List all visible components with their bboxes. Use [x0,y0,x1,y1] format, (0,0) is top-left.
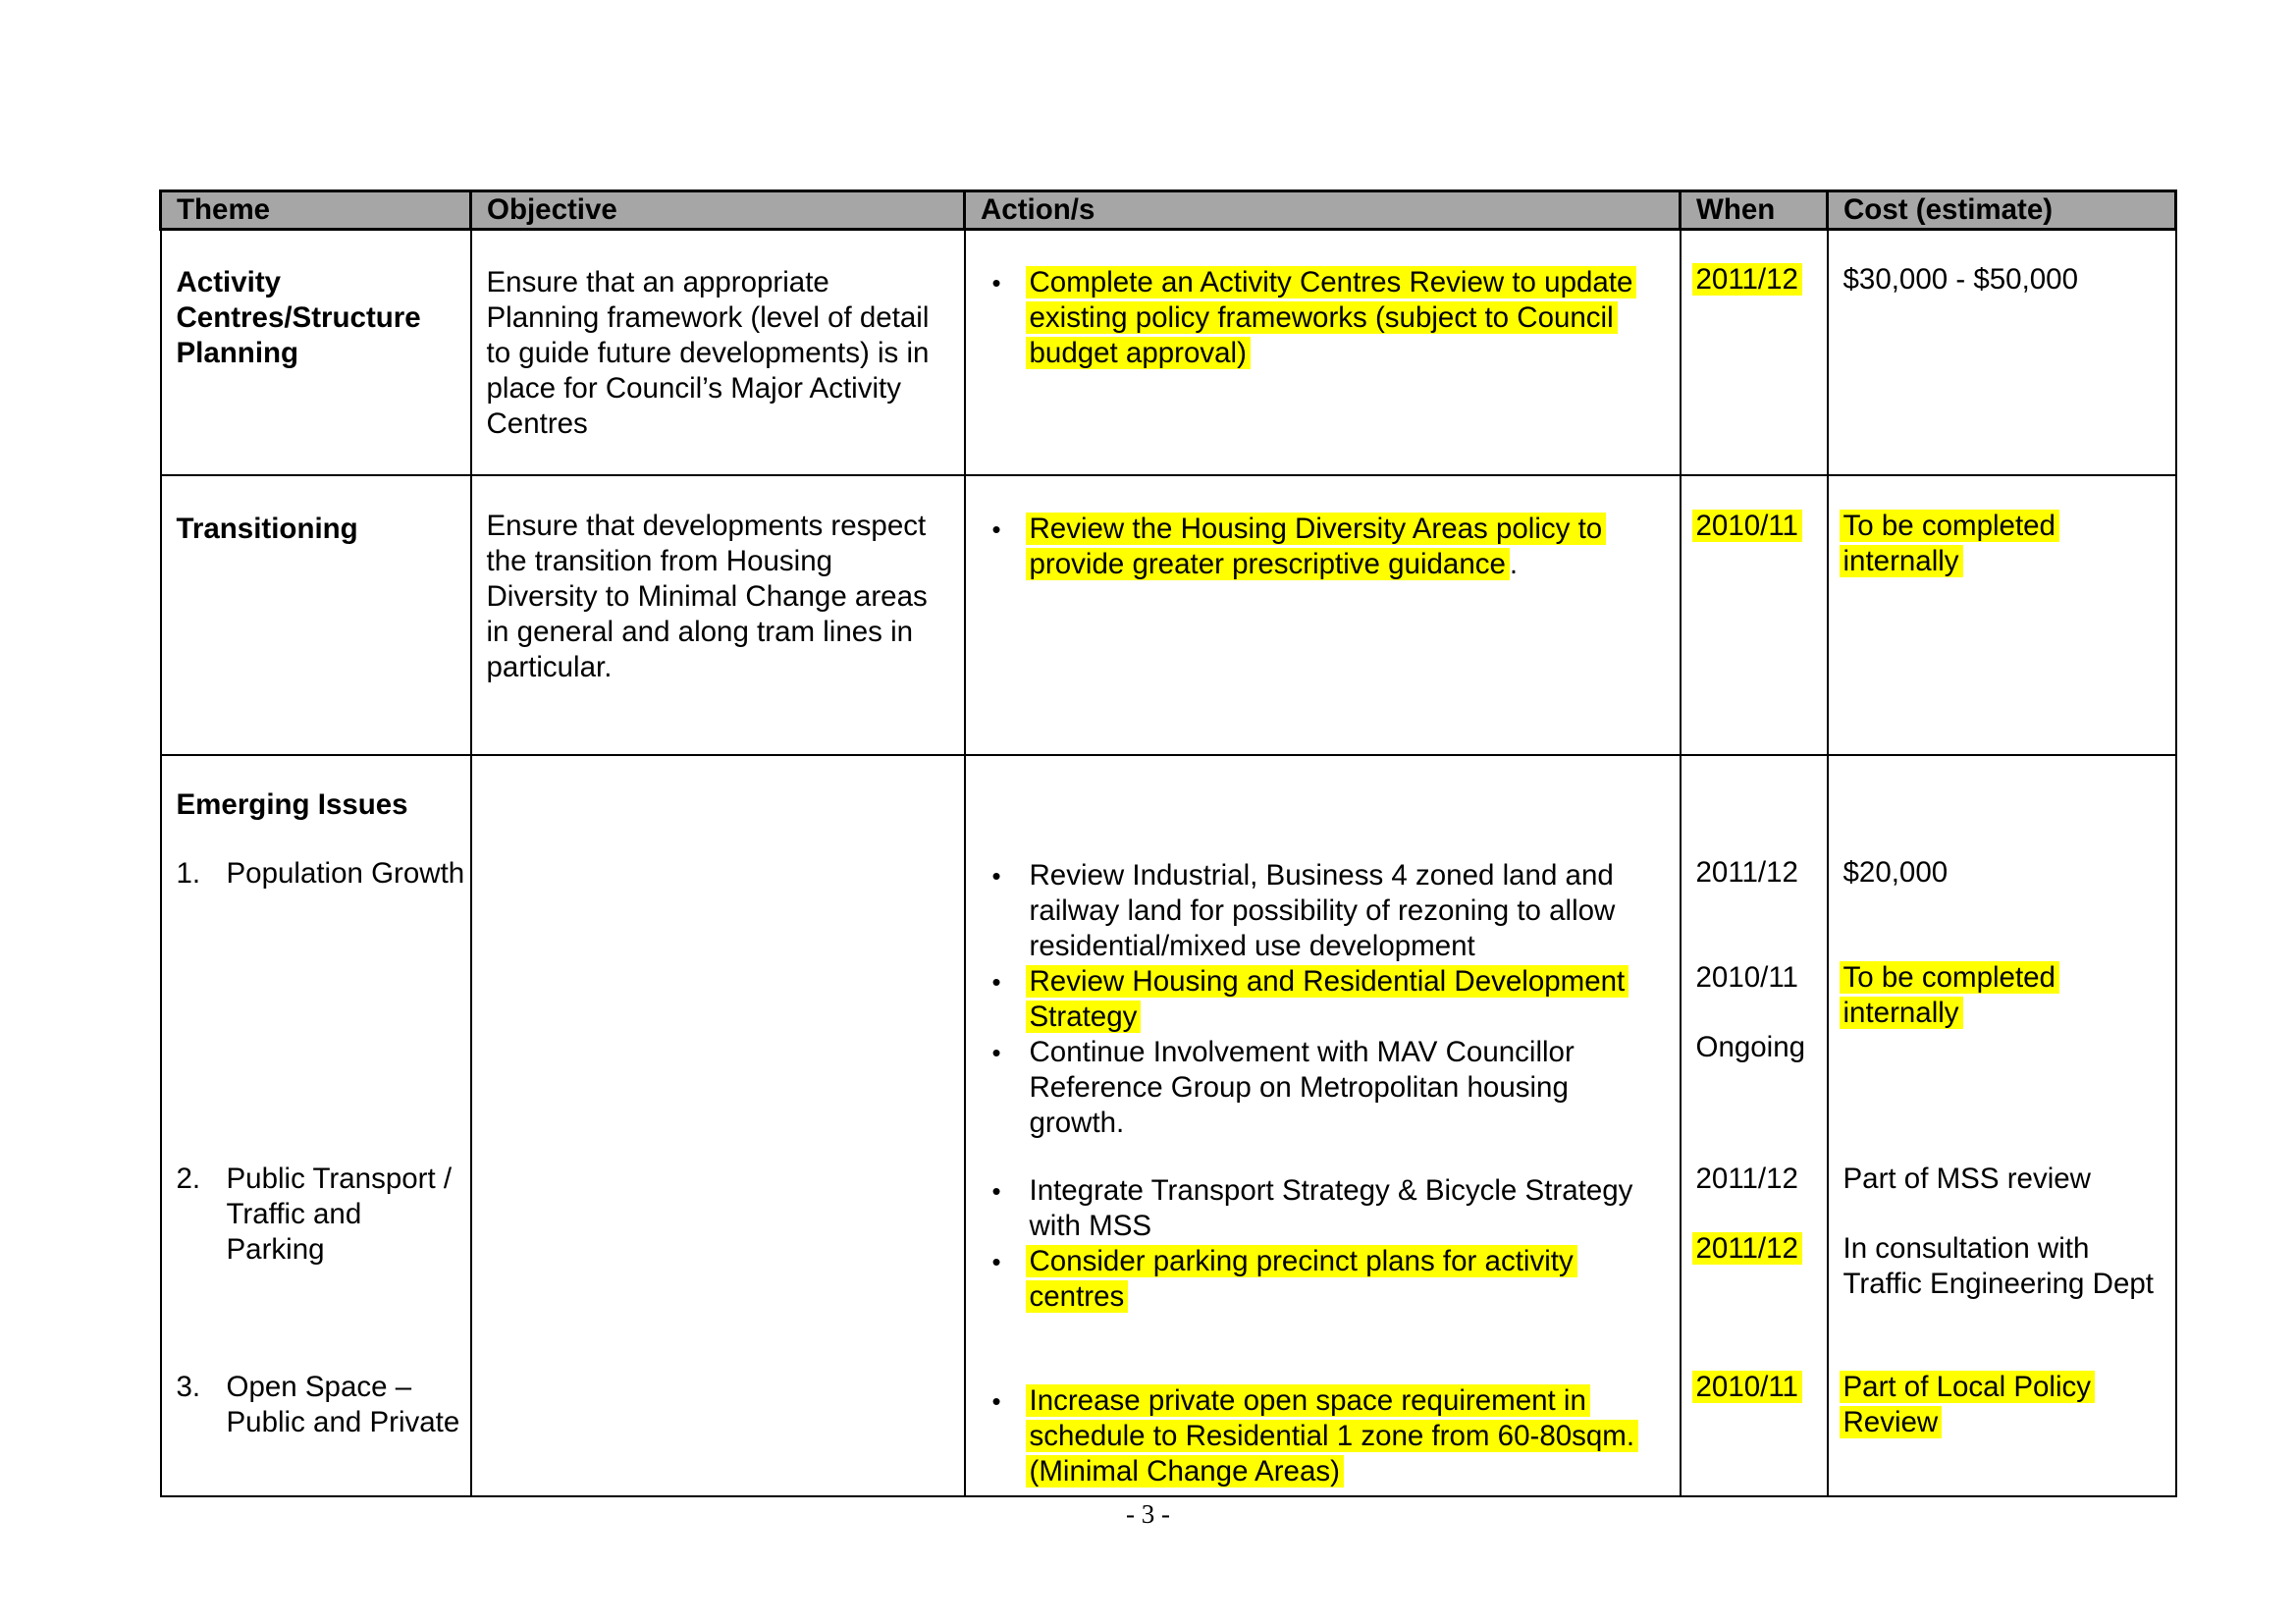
header-cost: Cost (estimate) [1828,191,2176,230]
header-actions: Action/s [965,191,1681,230]
action-list [981,265,1665,371]
objective-text: Ensure that developments respect the transition from Housing Diversity to Minimal Change areas in general and along tram lines in particular. [486,509,928,683]
action-text: Consider parking precinct plans for activity centres [1026,1245,1577,1313]
table-row [161,230,2176,475]
table-row [161,475,2176,755]
cost-text: In consultation with Traffic Engineering Dept [1842,1231,2154,1300]
issue-number: 2. [176,1162,201,1195]
issue-item [177,1370,465,1440]
when-text: 2011/12 [1695,1162,1798,1195]
action-text: Review the Housing Diversity Areas policy to provide greater prescriptive guidance [1026,513,1607,580]
objective-cell [471,755,965,1496]
cost-text: To be completed internally [1840,961,2059,1029]
list-item [981,1173,1670,1244]
action-list [981,512,1665,582]
when-text: 2010/11 [1692,510,1802,542]
issue-item [177,856,465,892]
cost-text: $30,000 - $50,000 [1842,263,2078,296]
when-cell [1681,475,1828,755]
action-suffix: . [1509,547,1519,580]
actions-cell [965,755,1681,1496]
theme-transitioning: Transitioning [176,512,358,545]
cost-text: Part of Local Policy Review [1840,1371,2096,1438]
action-text: Review Industrial, Business 4 zoned land and railway land for possibility of rezoning to allow residential/mixed use development [1029,858,1616,962]
list-item [981,1383,1670,1489]
list-item [981,1244,1670,1315]
issue-label: Public Transport / Traffic and Parking [226,1162,453,1266]
issue-number: 1. [176,856,201,890]
action-text: Continue Involvement with MAV Councillor Reference Group on Metropolitan housing growth. [1029,1035,1575,1139]
theme-cell [161,230,471,475]
cost-text: $20,000 [1842,855,1949,889]
header-when: When [1681,191,1828,230]
table-header-row [161,191,2176,230]
action-text: Complete an Activity Centres Review to update existing policy frameworks (subject to Council budget approval) [1026,266,1637,369]
list-item [981,964,1670,1035]
list-item [981,512,1665,582]
issue-number: 3. [176,1370,201,1403]
issue-label: Open Space – Public and Private [226,1370,460,1438]
action-text: Review Housing and Residential Development Strategy [1026,965,1629,1033]
when-text: 2011/12 [1695,855,1798,889]
objective-cell [471,475,965,755]
issue-item [177,1162,465,1268]
cost-text: Part of MSS review [1842,1162,2091,1195]
action-text: Increase private open space requirement in schedule to Residential 1 zone from 60-80sqm. (Minimal Change Areas) [1026,1384,1639,1488]
theme-cell [161,755,471,1496]
when-text: 2010/11 [1695,960,1798,994]
list-item [981,1035,1670,1141]
cost-text: To be completed internally [1840,510,2059,577]
list-item [981,858,1670,964]
cost-cell [1828,230,2176,475]
cost-cell [1828,755,2176,1496]
actions-cell [965,230,1681,475]
theme-activity-centres: Activity Centres/Structure Planning [176,266,421,369]
action-text: Integrate Transport Strategy & Bicycle Strategy with MSS [1029,1173,1633,1242]
theme-emerging-issues: Emerging Issues [176,787,408,821]
when-text: 2011/12 [1692,263,1802,296]
page-number: - 3 - [1126,1499,1170,1529]
when-cell [1681,230,1828,475]
table-row [161,755,2176,1496]
header-objective: Objective [471,191,965,230]
when-text: 2010/11 [1692,1371,1802,1403]
when-text: 2011/12 [1692,1232,1802,1265]
when-text: Ongoing [1695,1030,1806,1063]
objective-cell [471,230,965,475]
header-theme: Theme [161,191,471,230]
list-item [981,265,1665,371]
theme-cell [161,475,471,755]
when-cell [1681,755,1828,1496]
issue-label: Population Growth [226,856,465,890]
actions-cell [965,475,1681,755]
action-plan-table [159,189,2177,1497]
objective-text: Ensure that an appropriate Planning framework (level of detail to guide future developments) is in place for Council’s Major Activity Centres [486,266,930,440]
cost-cell [1828,475,2176,755]
